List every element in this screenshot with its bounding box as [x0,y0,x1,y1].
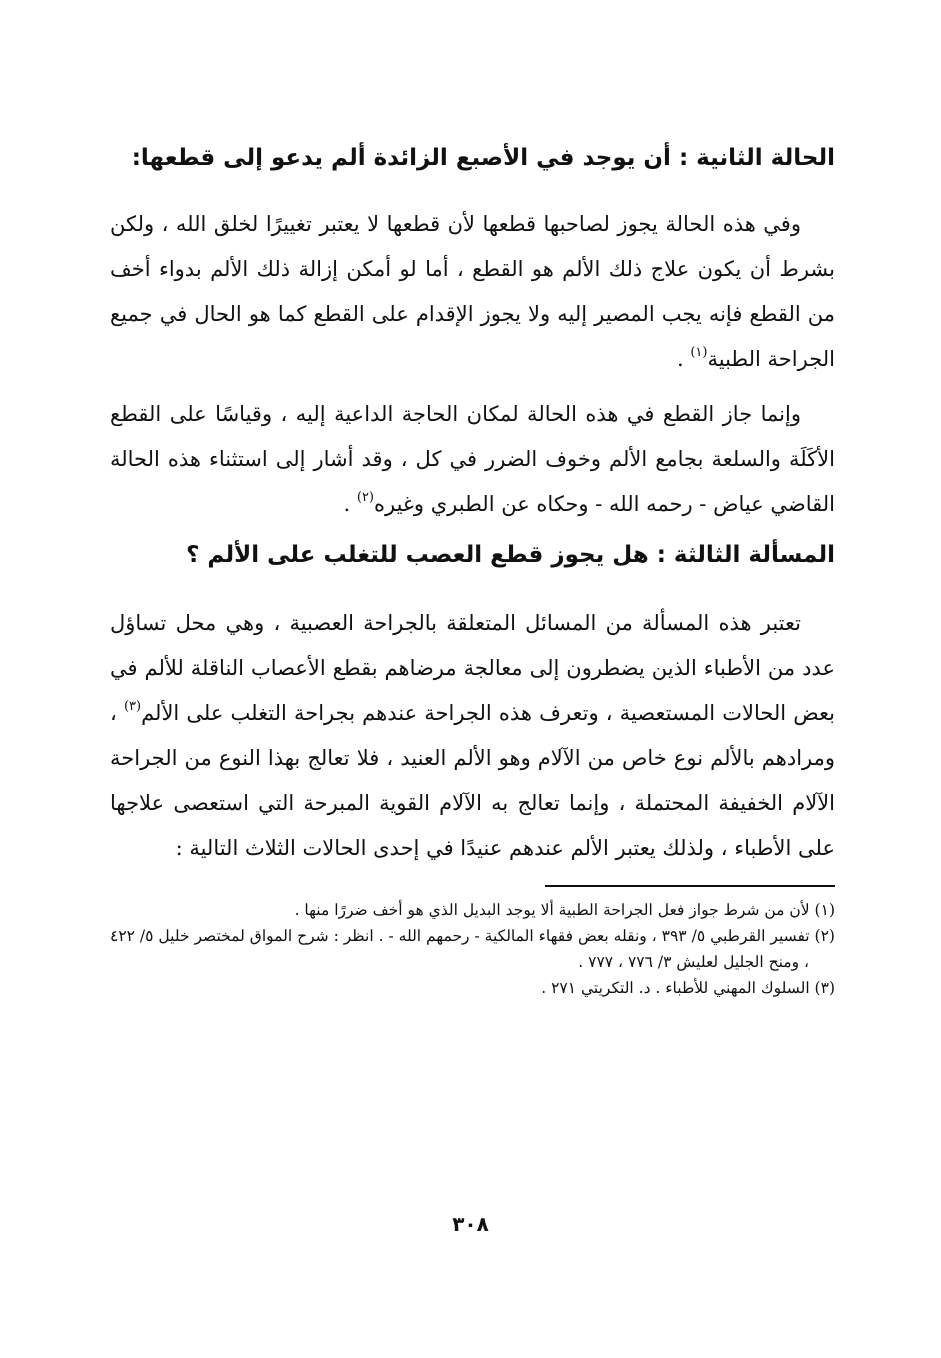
paragraph-1-text: وفي هذه الحالة يجوز لصاحبها قطعها لأن قطعها لا يعتبر تغييرًا لخلق الله ، ولكن بشرط أن يكون علاج ذلك الألم هو القطع ، أما لو أمكن إزالة ذلك الألم بدواء أخف من القطع فإنه يجب المصير إليه ولا يجوز الإقدام على القطع كما هو الحال في جميع الجراحة الطبية [110,212,835,371]
paragraph-1 [110,202,835,382]
paragraph-2 [110,392,835,527]
paragraph-2-end: . [343,492,357,516]
footnote-divider [545,885,835,887]
paragraph-1-end: . [676,347,691,371]
footnote-3: (٣) السلوك المهني للأطباء . د. التكريتي ٢٧١ . [541,979,835,997]
heading-issue-three: المسألة الثالثة : هل يجوز قطع العصب للتغلب على الألم ؟ [186,542,835,568]
footnote-1: (١) لأن من شرط جواز فعل الجراحة الطبية ألا يوجد البديل الذي هو أخف ضررًا منها . [294,901,835,919]
heading-case-two: الحالة الثانية : أن يوجد في الأصبع الزائدة ألم يدعو إلى قطعها: [131,145,835,171]
paragraph-2-text: وإنما جاز القطع في هذه الحالة لمكان الحاجة الداعية إليه ، وقياسًا على القطع الأكَلَة والسلعة بجامع الألم وخوف الضرر في كل ، وقد أشار إلى استثناء هذه الحالة القاضي عياض - رحمه الله - وحكاه عن الطبري وغيره [110,402,835,516]
paragraph-3-text-before: تعتبر هذه المسألة من المسائل المتعلقة بالجراحة العصبية ، وهي محل تساؤل عدد من الأطباء الذين يضطرون إلى معالجة مرضاهم بقطع الأعصاب الناقلة للألم في بعض الحالات المستعصية ، وتعرف هذه الجراحة عندهم بجراحة التغلب على الألم [110,611,835,725]
paragraph-3 [110,601,835,871]
footnote-ref-3: (٣) [123,699,142,714]
footnote-ref-1: (١) [690,345,708,360]
page-body [110,130,835,1001]
footnotes [110,897,835,1001]
footnote-2: (٢) تفسير القرطبي ٥/ ٣٩٣ ، ونقله بعض فقهاء المالكية - رحمهم الله - . انظر : شرح المواق لمختصر خليل ٥/ ٤٢٢ ، ومنح الجليل لعليش ٣/ ٧٧٦ ، ٧٧٧ . [110,927,835,971]
footnote-ref-2: (٢) [356,490,374,505]
page-number: ٣٠٨ [452,1212,489,1236]
paragraph-3-text-after: ، ومرادهم بالألم نوع خاص من الآلام وهو الألم العنيد ، فلا تعالج بهذا النوع من الجراحة الآلام الخفيفة المحتملة ، وإنما تعالج به الآلام القوية المبرحة التي استعصى علاجها على الأطباء ، ولذلك يعتبر الألم عندهم عنيدًا في إحدى الحالات الثلاث التالية : [110,701,835,860]
